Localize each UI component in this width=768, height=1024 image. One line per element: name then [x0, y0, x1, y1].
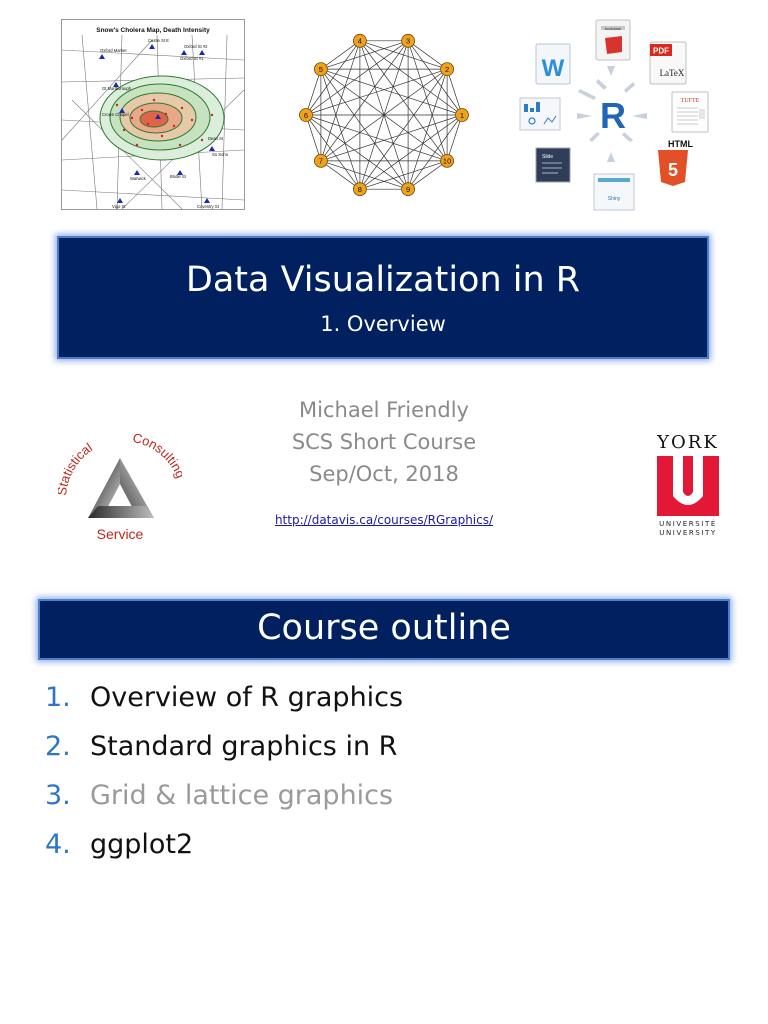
- scs-logo-graphic: [58, 430, 182, 546]
- svg-text:5: 5: [667, 160, 679, 180]
- deck-title: Data Visualization in R: [185, 260, 581, 300]
- cholera-label-oxford-market: Oxford Market: [100, 48, 127, 53]
- graph-edge: [306, 69, 447, 115]
- svg-text:Shiny: Shiny: [607, 196, 621, 202]
- outline-item-text: Overview of R graphics: [90, 682, 404, 713]
- outline-item-number: 4.: [45, 829, 71, 860]
- course-date: Sep/Oct, 2018: [309, 462, 459, 486]
- pdf-latex-icon: [650, 42, 686, 84]
- graph-node-label: 2: [445, 64, 450, 74]
- graph-edge: [321, 69, 462, 115]
- graph-edge: [360, 69, 447, 189]
- slides-icon: [536, 148, 570, 182]
- cholera-label-gt-marlborough: Gt Marlborough: [102, 86, 132, 91]
- deck-subtitle: 1. Overview: [320, 312, 446, 336]
- graph-edge: [360, 41, 462, 115]
- graph-node-label: 5: [318, 64, 323, 74]
- graph-edge: [321, 115, 462, 161]
- tufte-handout-icon: [672, 92, 708, 132]
- outline-item-3: [45, 780, 545, 829]
- graph-edge: [306, 41, 408, 115]
- graph-edge: [360, 115, 462, 189]
- r-ecosystem-graphic: [512, 16, 724, 212]
- cholera-label-so-soho: So Soho: [212, 152, 229, 157]
- r-logo-icon: R: [600, 95, 626, 136]
- cholera-label-vigo-st: Vigo St: [112, 204, 126, 209]
- graph-edge: [306, 115, 321, 161]
- graph-node-label: 3: [406, 36, 411, 46]
- york-university-logo: [653, 432, 723, 540]
- svg-text:W: W: [541, 55, 565, 82]
- outline-item-text: Standard graphics in R: [90, 731, 398, 762]
- svg-text:Slide: Slide: [542, 154, 554, 160]
- graph-edge: [306, 115, 360, 189]
- dashboard-icon: [520, 98, 560, 130]
- shiny-app-icon: [594, 174, 634, 210]
- course-name: SCS Short Course: [291, 430, 477, 454]
- graph-edge: [306, 69, 321, 115]
- graph-node-label: 1: [459, 110, 465, 120]
- graph-edge: [447, 69, 462, 115]
- cholera-map-title: Snow's Cholera Map, Death Intensity: [96, 27, 210, 34]
- graph-node-label: 7: [318, 156, 323, 166]
- outline-item-4: [45, 829, 545, 878]
- bookdown-icon: [596, 20, 630, 60]
- cholera-label-oxford-st-2: Oxford St #2: [184, 44, 208, 49]
- graph-edge: [447, 115, 462, 161]
- graph-edge: [408, 41, 450, 161]
- graph-edge: [306, 115, 447, 161]
- graph-node-label: 10: [442, 156, 452, 166]
- course-url-link[interactable]: http://datavis.ca/courses/RGraphics/: [274, 513, 494, 527]
- cholera-label-dean-st: Dean St: [208, 136, 224, 141]
- outline-item-number: 1.: [45, 682, 71, 713]
- cholera-label-crown-chapel: Crown Chapel: [102, 112, 129, 117]
- html5-icon: [658, 139, 693, 186]
- outline-item-text: Grid & lattice graphics: [90, 780, 394, 811]
- york-u-mark-icon: [657, 456, 719, 516]
- outline-item-text: ggplot2: [90, 829, 194, 860]
- outline-item-number: 2.: [45, 731, 71, 762]
- scs-logo-word-consulting: Consulti: [131, 430, 181, 468]
- graph-edge: [408, 41, 447, 69]
- author-name: Michael Friendly: [299, 398, 469, 422]
- cholera-label-oxford-st-1: Oxford St #1: [180, 56, 204, 61]
- graph-edge: [408, 69, 447, 189]
- outline-item-number: 3.: [45, 780, 71, 811]
- cholera-map-image: [61, 19, 245, 210]
- graph-edge: [318, 41, 360, 161]
- svg-text:TUFTE: TUFTE: [680, 98, 700, 104]
- network-graph-graphic: [294, 24, 474, 206]
- graph-edge: [408, 161, 447, 189]
- scs-logo: [58, 430, 182, 546]
- graph-edge: [321, 41, 360, 69]
- outline-banner: [38, 599, 730, 660]
- graph-node-label: 9: [406, 184, 411, 194]
- word-doc-icon: [536, 44, 570, 84]
- graph-node-label: 6: [303, 110, 309, 120]
- cholera-map-graphic: [62, 20, 244, 209]
- york-universite-label: UNIVERSITÉ: [659, 520, 717, 528]
- outline-heading: Course outline: [257, 608, 511, 648]
- graph-node-label: 4: [357, 36, 362, 46]
- graph-edge: [408, 115, 462, 189]
- outline-item-1: [45, 682, 545, 731]
- svg-text:LaTeX: LaTeX: [659, 68, 685, 78]
- svg-text:bookdown: bookdown: [604, 27, 622, 31]
- r-ecosystem-image: [512, 16, 724, 212]
- graph-edge: [318, 69, 360, 189]
- outline-list: [45, 682, 545, 878]
- cholera-label-coventry-st: Coventry St: [197, 204, 219, 209]
- cholera-label-bridle-st: Bridle St: [170, 174, 186, 179]
- graph-edge: [306, 115, 408, 189]
- york-wordmark: YORK: [657, 432, 719, 453]
- graph-node-label: 8: [357, 184, 362, 194]
- scs-logo-word-service: Service: [96, 526, 144, 542]
- network-graph-image: [294, 24, 474, 206]
- title-banner: [57, 236, 709, 359]
- cholera-label-castle-st: Castle St E: [148, 38, 169, 43]
- svg-text:PDF: PDF: [653, 46, 669, 56]
- scs-logo-word-statistical: atistical: [58, 439, 95, 485]
- cholera-label-warwick: Warwick: [130, 176, 146, 181]
- outline-item-2: [45, 731, 545, 780]
- svg-text:HTML: HTML: [668, 139, 693, 149]
- york-university-label: UNIVERSITY: [659, 529, 717, 537]
- graph-edge: [321, 161, 360, 189]
